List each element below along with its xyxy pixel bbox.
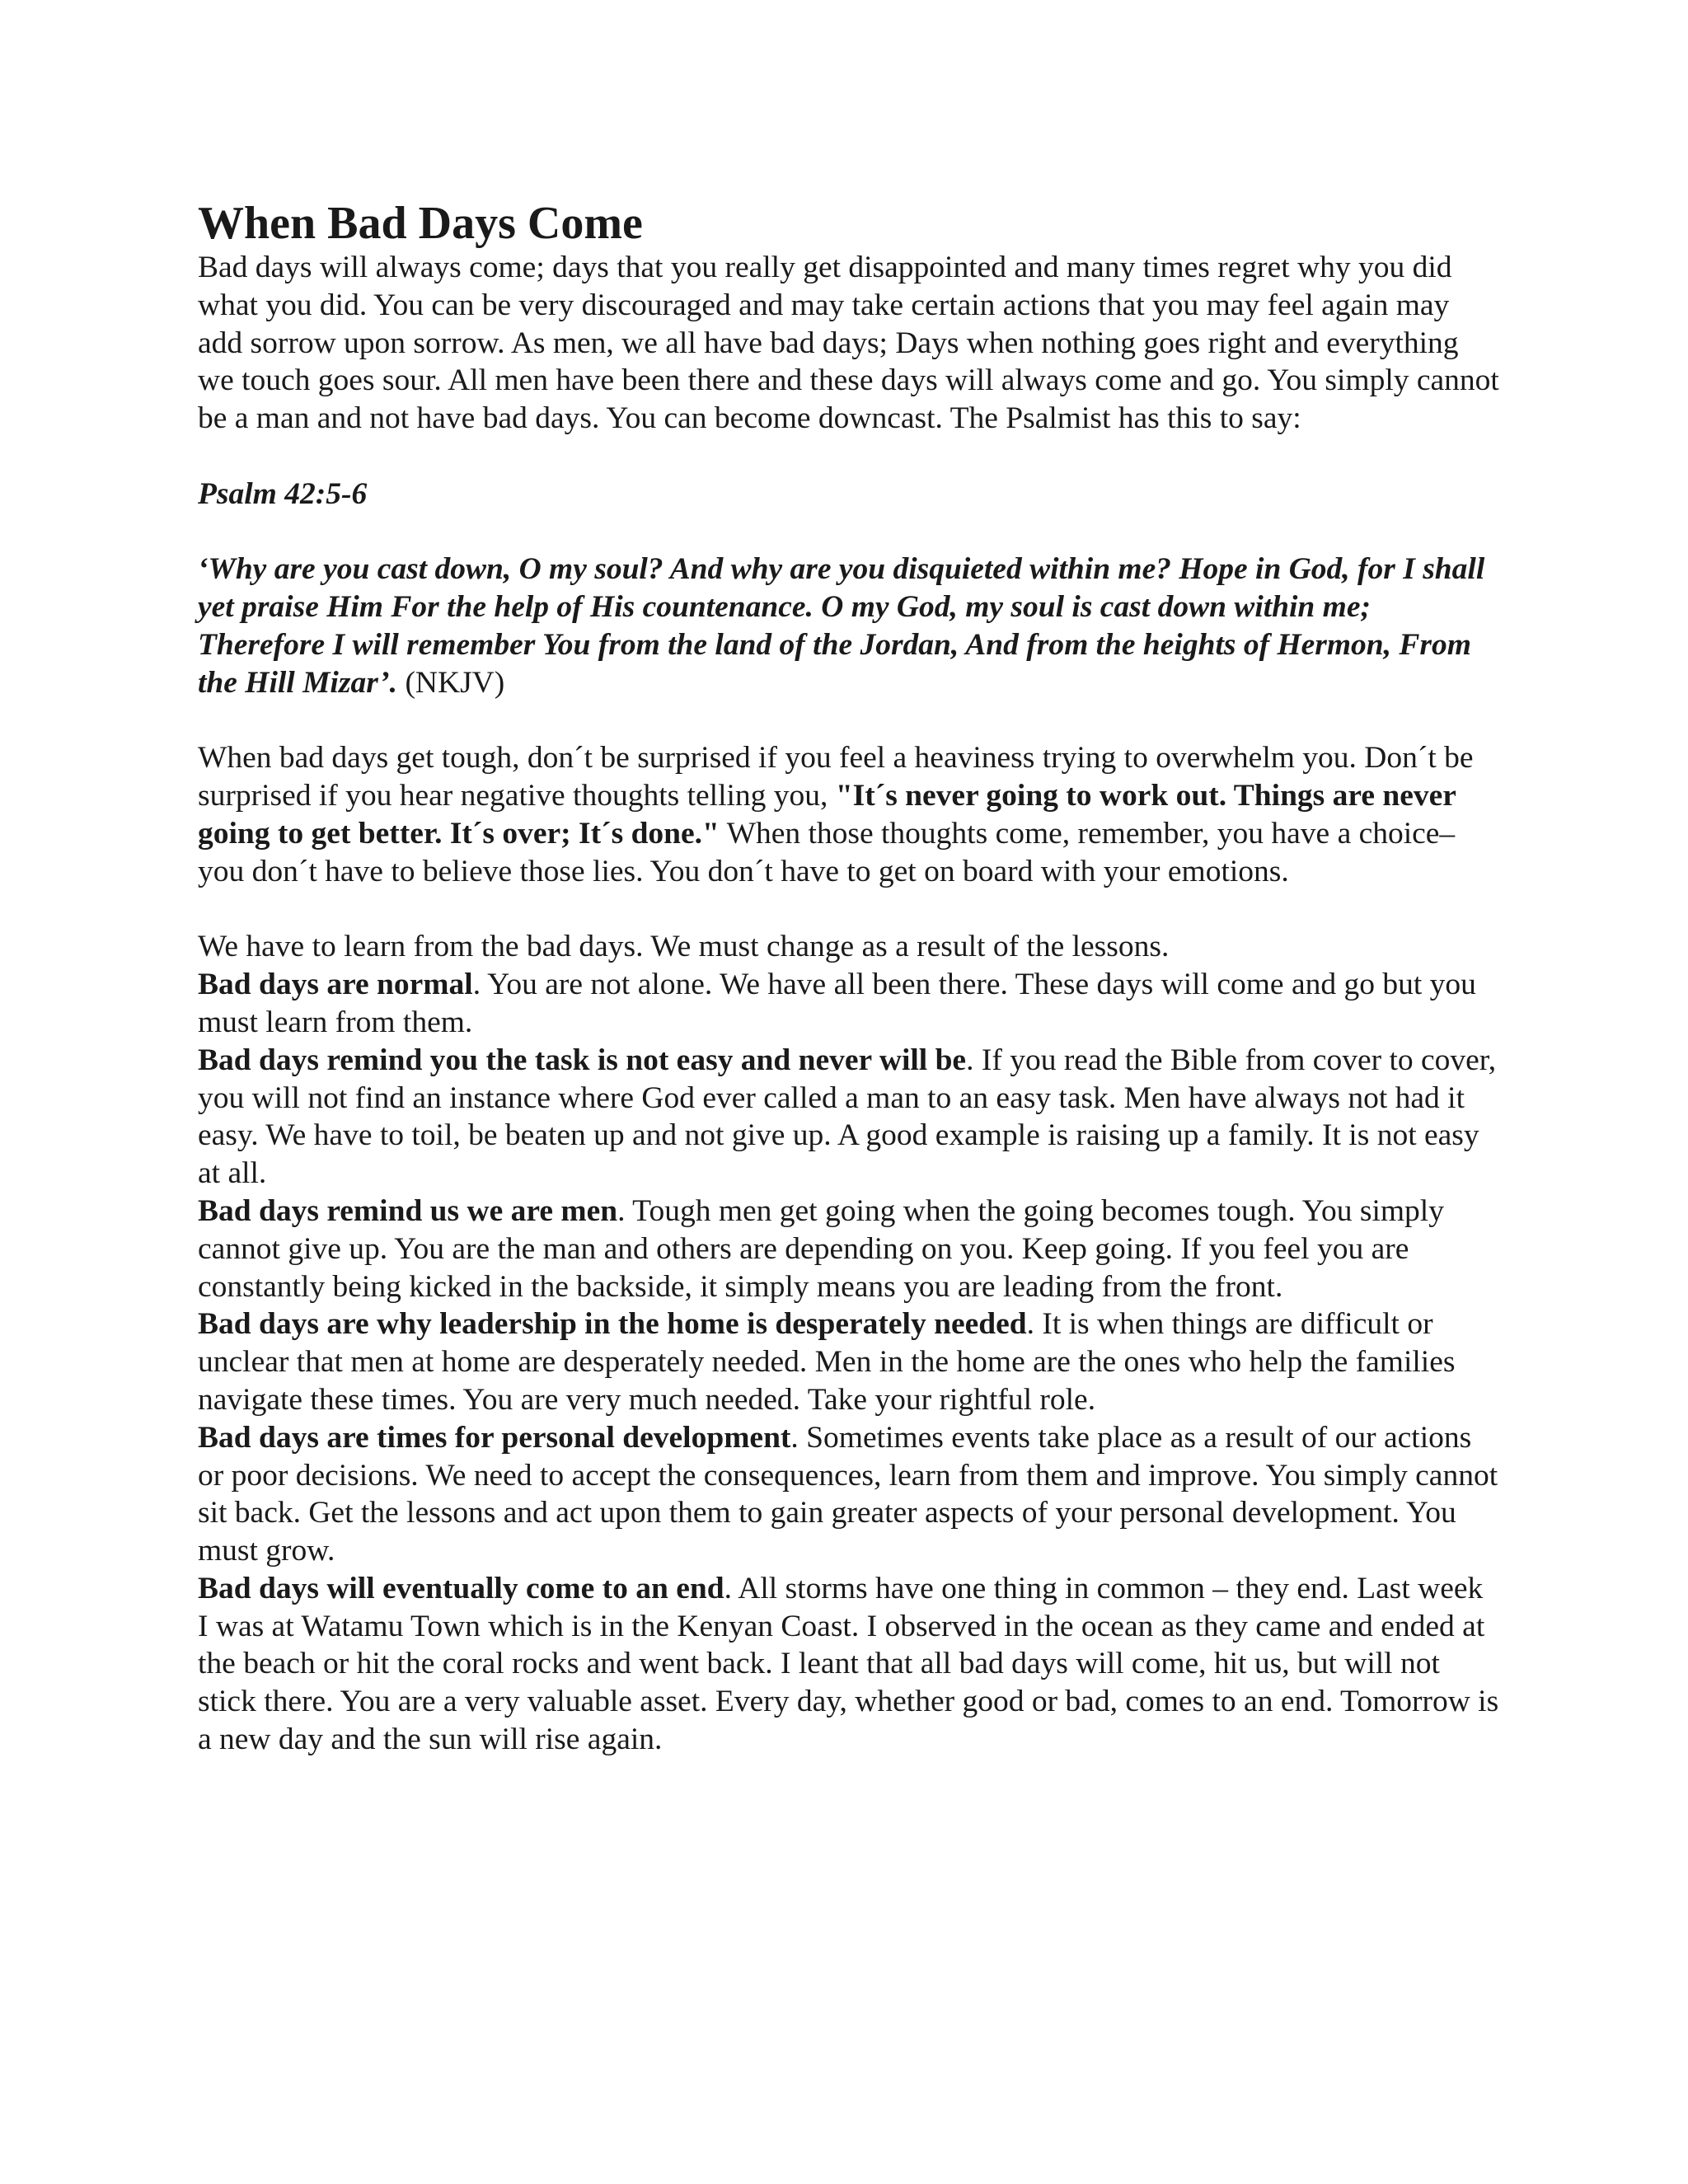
point-not-easy	[198, 1042, 1500, 1193]
document-page	[198, 198, 1500, 1759]
point-text: . Sometimes events take place as a result of our actions or poor decisions. We need to accept the consequences, learn from them and improve. You simply cannot sit back. Get the lessons and act upon them to gain greater aspects of your personal development. You must grow.	[198, 1420, 1498, 1568]
point-text: . Tough men get going when the going becomes tough. You simply cannot give up. You are the man and others are depending on you. Keep going. If you feel you are constantly being kicked in the backside, it simply means you are leading from the front.	[198, 1193, 1444, 1304]
point-normal	[198, 966, 1500, 1042]
point-text: . If you read the Bible from cover to cover, you will not find an instance where God ever called a man to an easy task. Men have always not had it easy. We have to toil, be beaten up and not give up. A good example is raising up a family. It is not easy at all.	[198, 1043, 1497, 1191]
point-text: . All storms have one thing in common – they end. Last week I was at Watamu Town which is in the Kenyan Coast. I observed in the ocean as they came and ended at the beach or hit the coral rocks and went back. I leant that all bad days will come, hit us, but will not stick there. You are a very valuable asset. Every day, whether good or bad, comes to an end. Tomorrow is a new day and the sun will rise again.	[198, 1571, 1499, 1757]
scripture-text: ‘Why are you cast down, O my soul? And why are you disquieted within me? Hope in God, for I shall yet praise Him For the help of His countenance. O my God, my soul is cast down within me; Therefore I will remember You from the land of the Jordan, And from the heights of Hermon, From the Hill Mizar’.	[198, 552, 1485, 700]
negative-thoughts-quote: "It´s never going to work out. Things are never going to get better. It´s over; It´s done."	[198, 779, 1456, 851]
point-heading: Bad days remind you the task is not easy and never will be	[198, 1043, 967, 1077]
point-we-are-men	[198, 1193, 1500, 1305]
point-heading: Bad days are why leadership in the home is desperately needed	[198, 1307, 1027, 1342]
point-text: . You are not alone. We have all been there. These days will come and go but you must learn from them.	[198, 968, 1476, 1039]
lessons-intro: We have to learn from the bad days. We must change as a result of the lessons.	[198, 930, 1170, 964]
tough-days-end: When those thoughts come, remember, you have a choice–you don´t have to believe those lies. You don´t have to get on board with your emotions.	[198, 816, 1456, 888]
point-heading: Bad days remind us we are men	[198, 1193, 618, 1228]
scripture-reference: Psalm 42:5-6	[198, 476, 368, 511]
tough-days-start: When bad days get tough, don´t be surprised if you feel a heaviness trying to overwhelm you. Don´t be surprised if you hear negative thoughts telling you,	[198, 741, 1474, 813]
scripture-version: (NKJV)	[397, 665, 505, 700]
point-heading: Bad days are normal	[198, 968, 473, 1002]
document-title: When Bad Days Come	[198, 198, 643, 249]
point-leadership	[198, 1305, 1500, 1418]
point-heading: Bad days will eventually come to an end	[198, 1571, 724, 1605]
scripture-quote	[198, 551, 1500, 701]
point-heading: Bad days are times for personal development	[198, 1420, 791, 1455]
intro-paragraph: Bad days will always come; days that you really get disappointed and many times regret why you did what you did. You can be very discouraged and may take certain actions that you may feel again may add sorrow upon sorrow. As men, we all have bad days; Days when nothing goes right and everything we touch goes sour. All men have been there and these days will always come and go. You simply cannot be a man and not have bad days. You can become downcast. The Psalmist has this to say:	[198, 251, 1499, 436]
tough-days-paragraph	[198, 739, 1500, 890]
point-come-to-end	[198, 1570, 1500, 1759]
point-text: . It is when things are difficult or unclear that men at home are desperately needed. Men in the home are the ones who help the families navigate these times. You are very much needed. Take your rightful role.	[198, 1307, 1456, 1417]
point-personal-development	[198, 1419, 1500, 1570]
